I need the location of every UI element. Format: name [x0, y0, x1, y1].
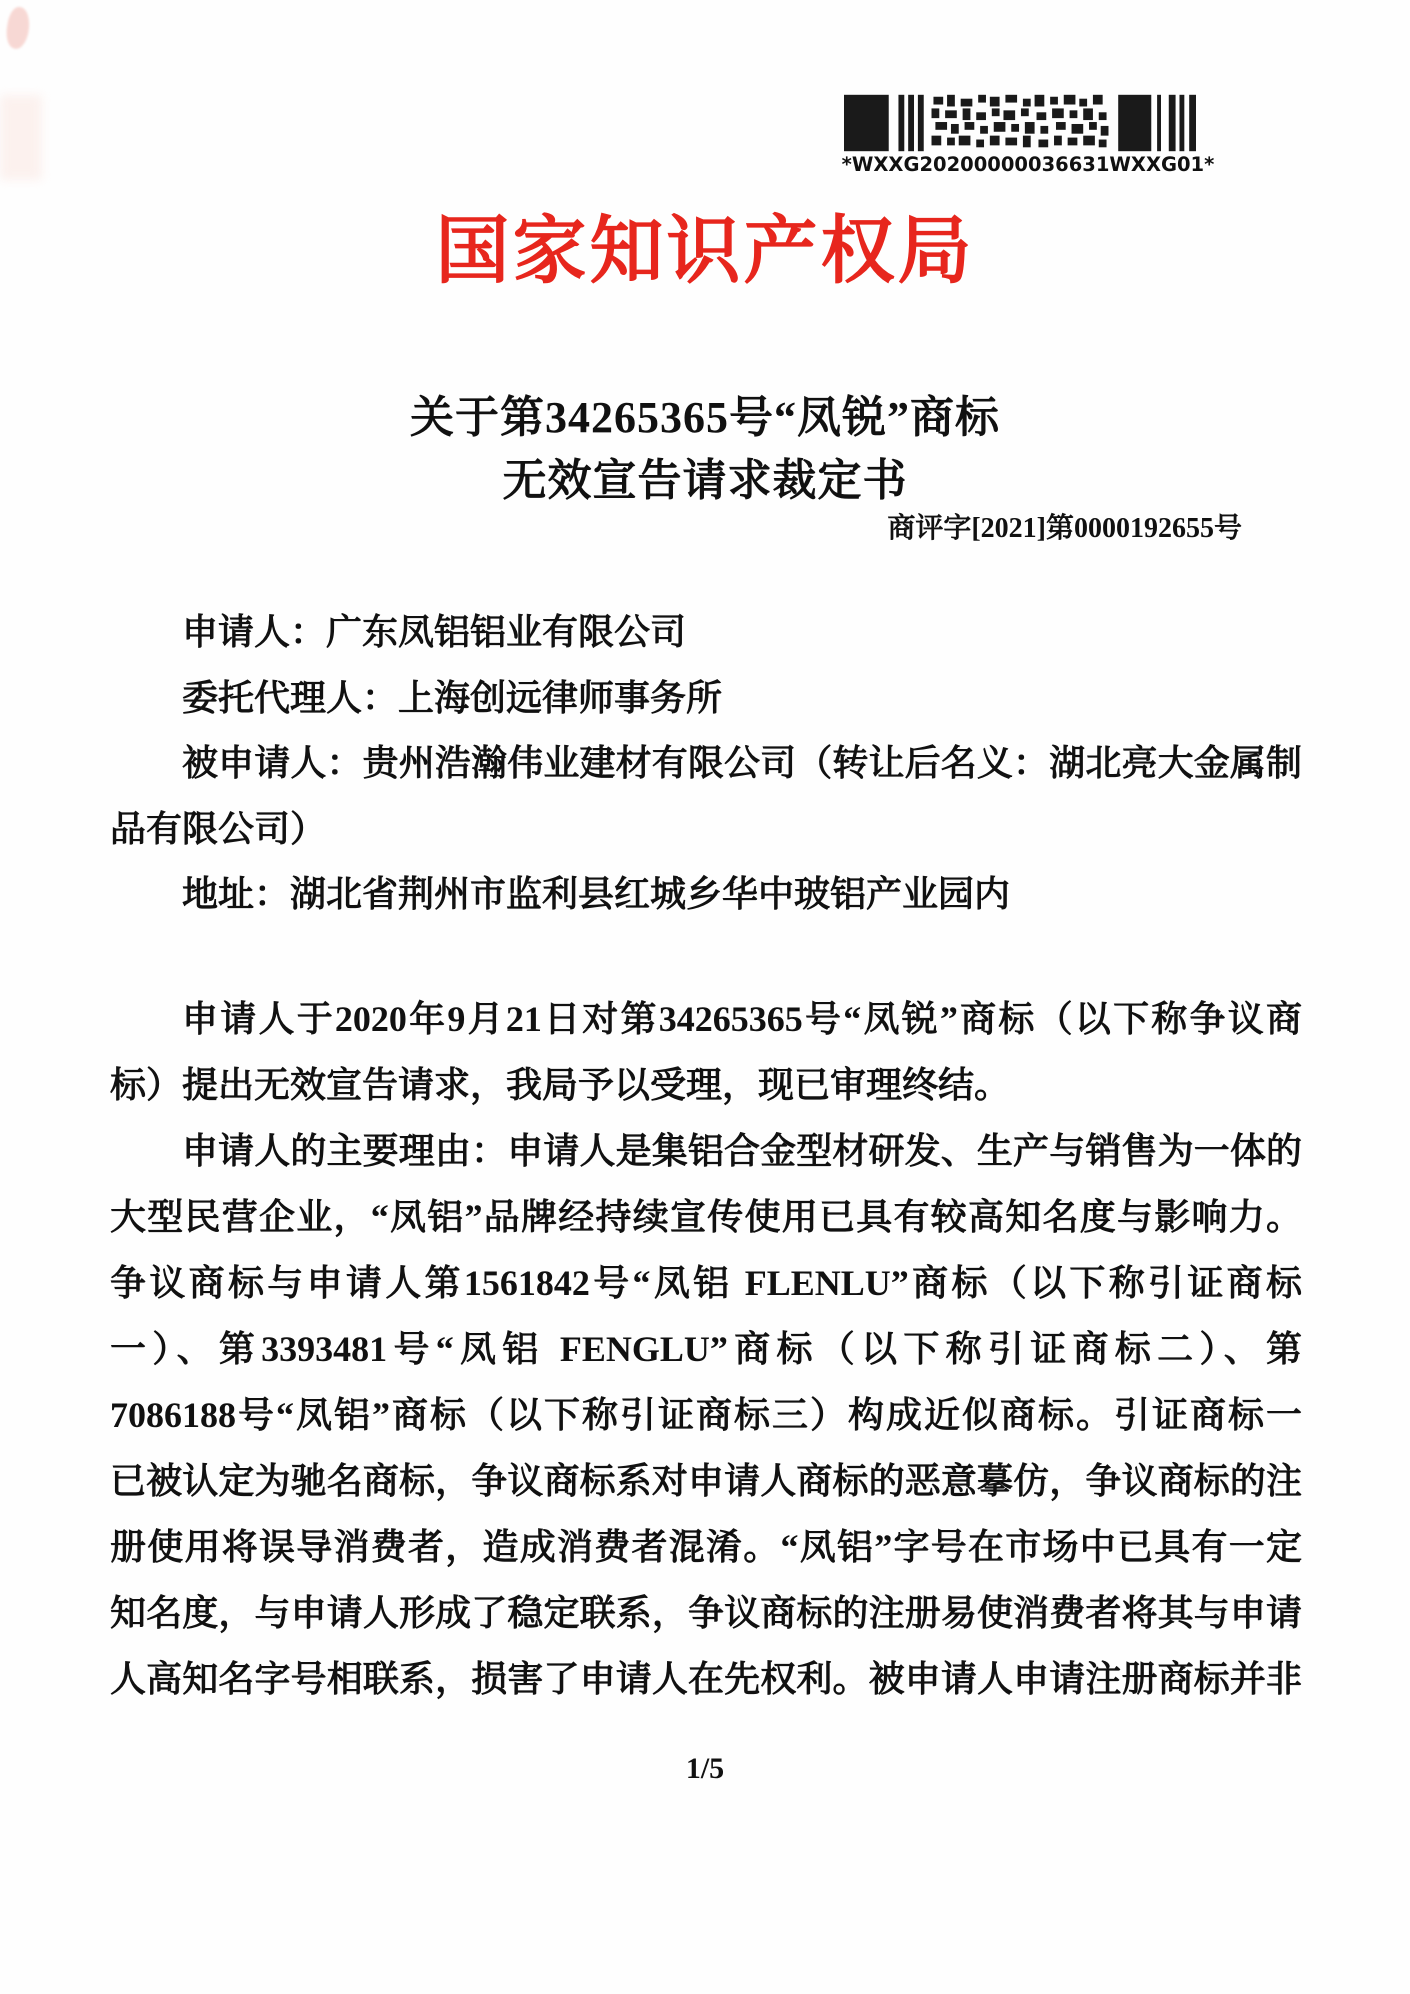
text-line: 册使用将误导消费者，造成消费者混淆。“凤铝”字号在市场中已具有一定: [110, 1527, 1302, 1567]
barcode-text: *WXXG20200000036631WXXG01*: [841, 153, 1215, 176]
agency-title: 国家知识产权局: [435, 209, 975, 292]
scan-artifact: [0, 95, 42, 180]
text-line: 申请人于2020年9月21日对第34265365号“凤锐”商标（以下称争议商: [182, 999, 1302, 1039]
applicant-line: 申请人：广东凤铝铝业有限公司: [182, 612, 687, 652]
paragraph-filing: [110, 986, 1302, 1118]
text-line: 申请人的主要理由：申请人是集铝合金型材研发、生产与销售为一体的: [182, 1131, 1302, 1171]
decision-body: [110, 986, 1302, 1712]
text-line: 人高知名字号相联系，损害了申请人在先权利。被申请人申请注册商标并非: [110, 1659, 1302, 1699]
document-title-line2: 无效宣告请求裁定书: [502, 456, 908, 505]
text-line: 已被认定为驰名商标，争议商标系对申请人商标的恶意摹仿，争议商标的注: [110, 1461, 1302, 1501]
case-reference-number: 商评字[2021]第0000192655号: [887, 513, 1242, 544]
text-line: 一）、第3393481号“凤铝 FENGLU”商标（以下称引证商标二）、第: [110, 1329, 1302, 1369]
paragraph-applicant-grounds: [110, 1118, 1302, 1712]
text-line: 争议商标与申请人第1561842号“凤铝 FLENLU”商标（以下称引证商标: [110, 1263, 1302, 1303]
respondent-lines: [110, 731, 1302, 862]
scan-artifact: [4, 5, 33, 50]
barcode-block: [836, 94, 1220, 176]
text-line: 7086188号“凤铝”商标（以下称引证商标三）构成近似商标。引证商标一: [110, 1395, 1302, 1435]
text-line: 知名度，与申请人形成了稳定联系，争议商标的注册易使消费者将其与申请: [110, 1593, 1302, 1633]
page-number: 1/5: [685, 1752, 725, 1785]
text-line: 大型民营企业，“凤铝”品牌经持续宣传使用已具有较高知名度与影响力。: [110, 1197, 1302, 1237]
document-title: [0, 386, 1410, 512]
text-line: 被申请人：贵州浩瀚伟业建材有限公司（转让后名义：湖北亮大金属制: [182, 743, 1302, 783]
document-title-line1: 关于第34265365号“凤锐”商标: [410, 393, 1000, 442]
text-line: 品有限公司）: [110, 808, 327, 849]
parties-section: [110, 600, 1302, 928]
barcode-icon: [844, 94, 1196, 152]
text-line: 标）提出无效宣告请求，我局予以受理，现已审理终结。: [110, 1065, 1011, 1105]
address-line: 地址：湖北省荆州市监利县红城乡华中玻铝产业园内: [182, 874, 1011, 914]
agent-line: 委托代理人：上海创远律师事务所: [182, 677, 723, 718]
